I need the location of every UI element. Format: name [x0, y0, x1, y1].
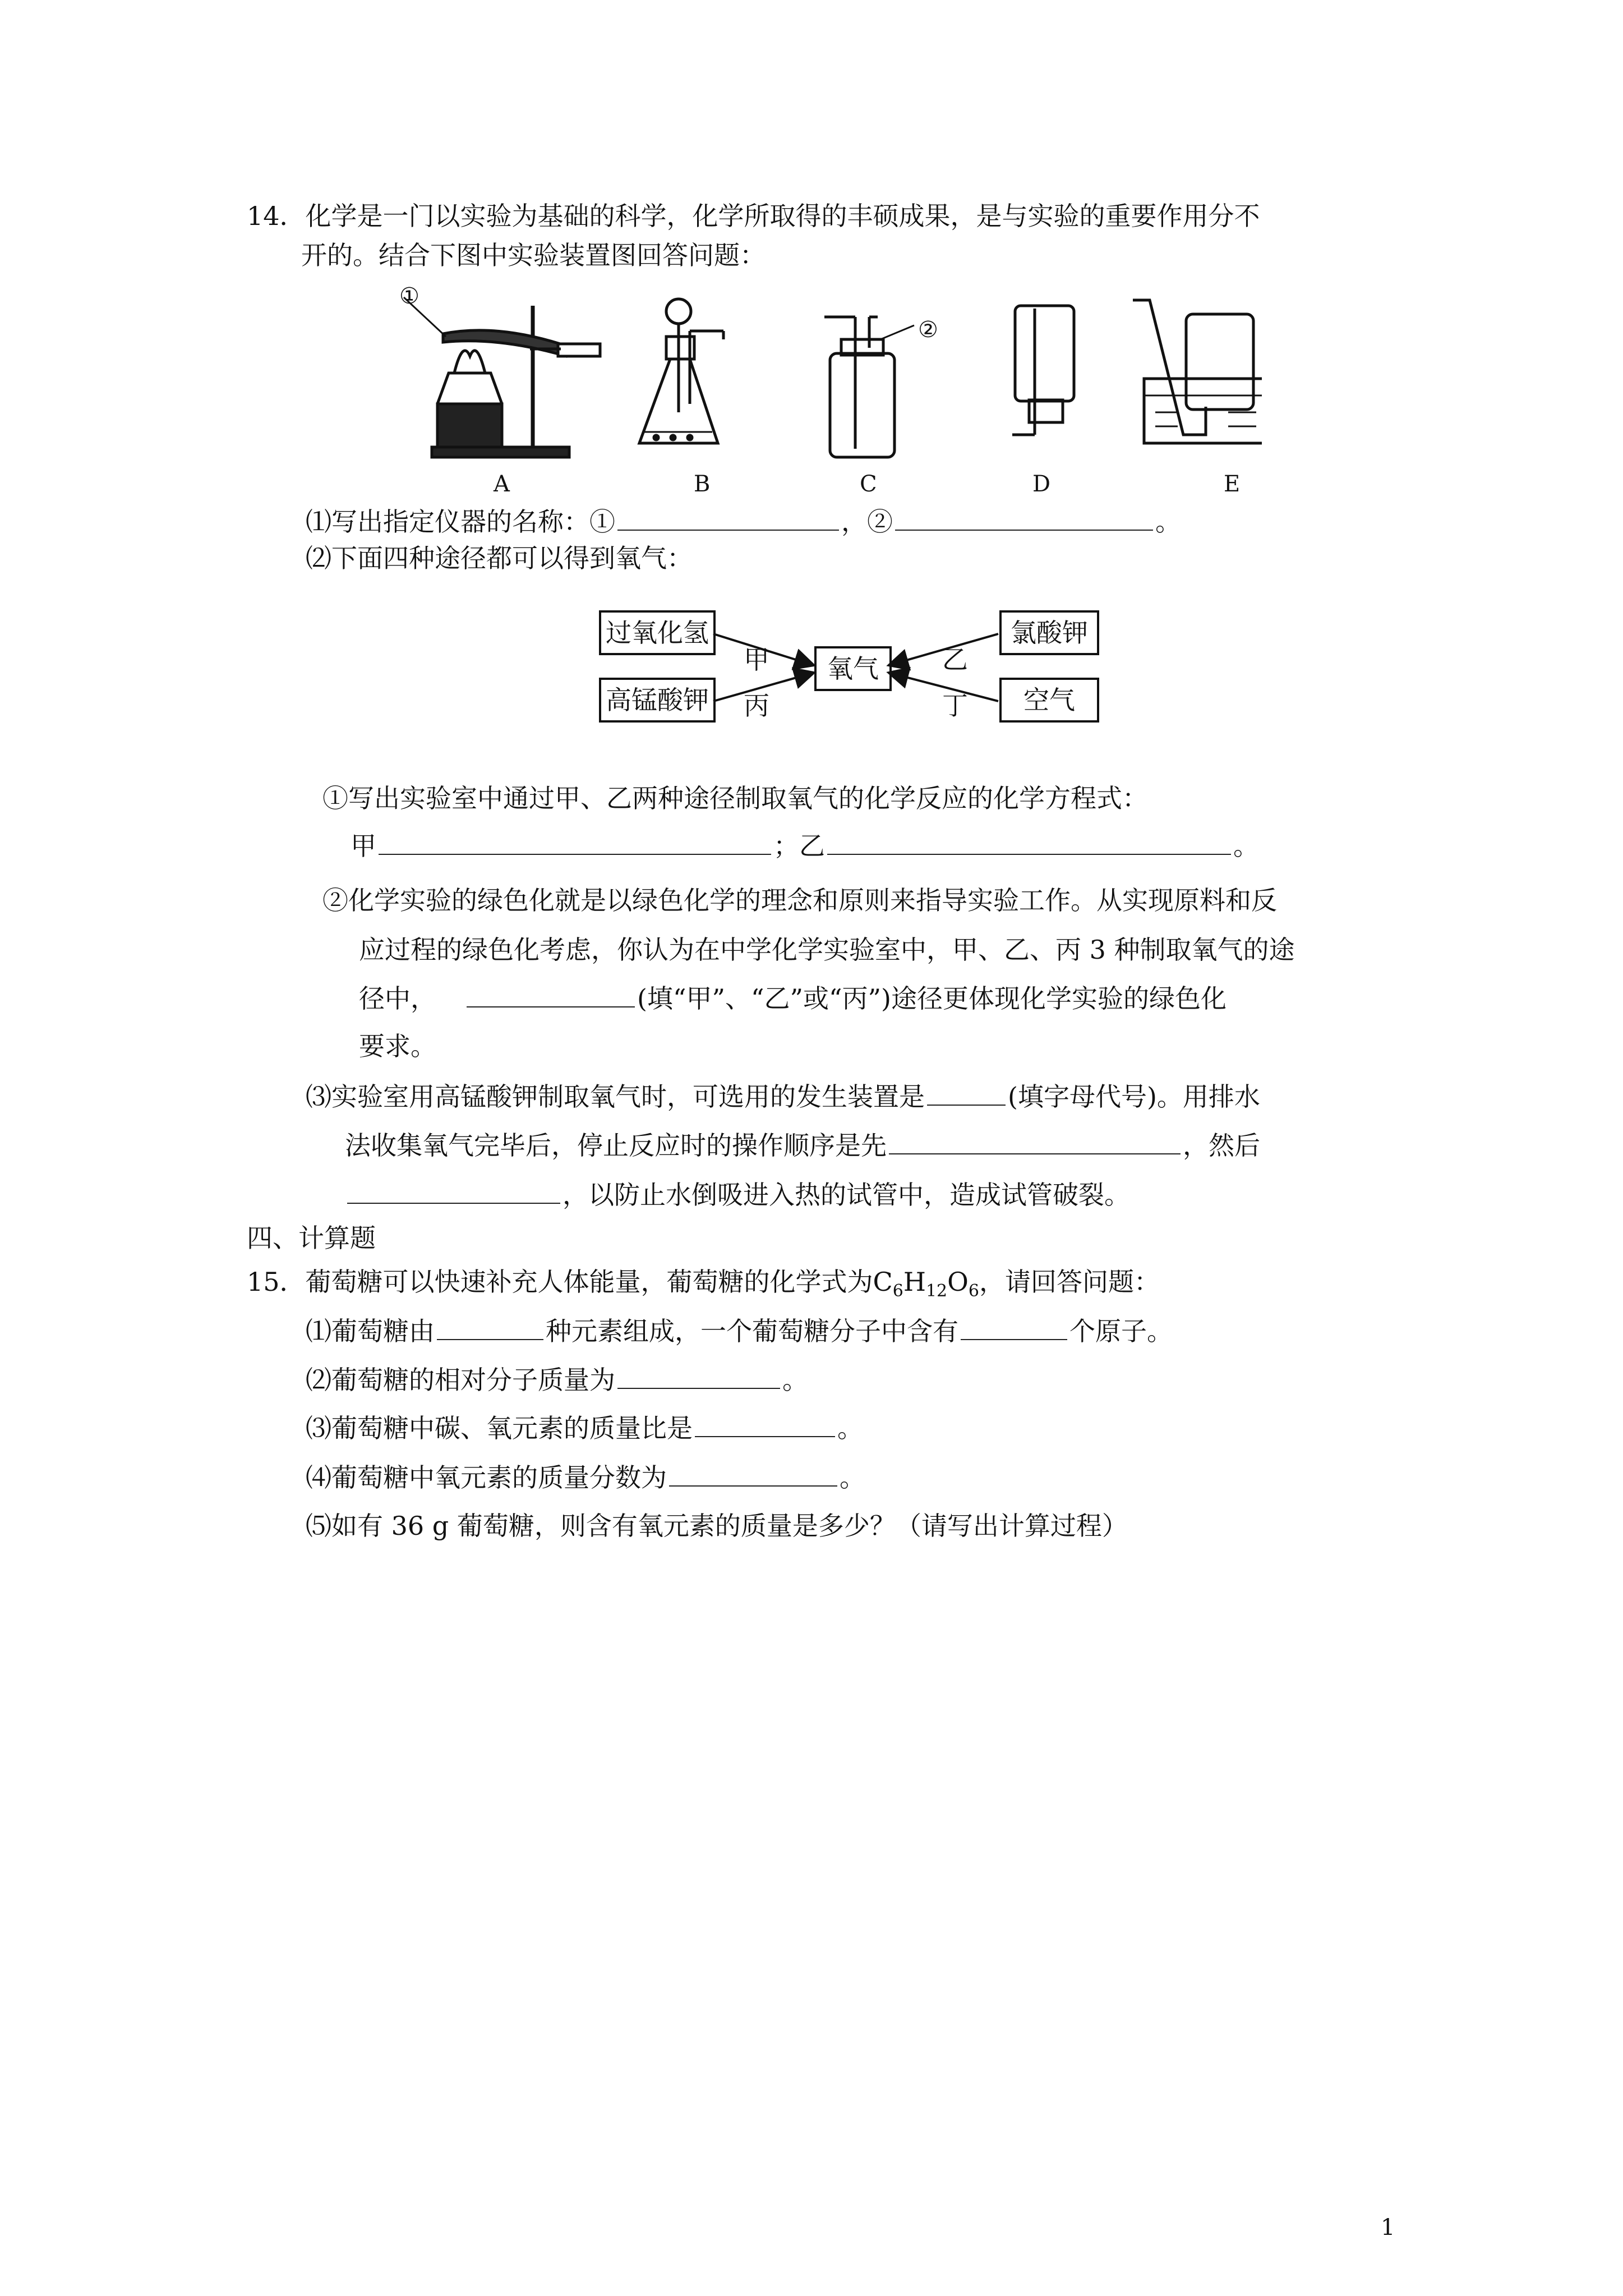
answer-blank-then[interactable]	[347, 1179, 560, 1204]
answer-blank-fraction[interactable]	[669, 1462, 837, 1487]
q15-part1: ⑴葡萄糖由 种元素组成，一个葡萄糖分子中含有 个原子。	[306, 1316, 1173, 1346]
route-bing: 丙	[744, 691, 769, 721]
box-air: 空气	[999, 678, 1099, 723]
q14-part2-2-line2: 应过程的绿色化考虑，你认为在中学化学实验室中，甲、乙、丙 3 种制取氧气的途	[359, 935, 1295, 965]
q15-part4: ⑷葡萄糖中氧元素的质量分数为 。	[306, 1462, 865, 1493]
route-ding: 丁	[942, 691, 968, 721]
q14-part2-2-line4: 要求。	[359, 1031, 436, 1061]
box-kclo3: 氯酸钾	[999, 610, 1099, 655]
label-d: D	[1032, 471, 1051, 497]
q15-intro: 15．葡萄糖可以快速补充人体能量，葡萄糖的化学式为$C_6H_{12}O_6$，请回答问题：	[247, 1267, 1160, 1301]
section-4-title: 四、计算题	[247, 1223, 376, 1253]
answer-blank-jia[interactable]	[379, 830, 771, 855]
q15-part2: ⑵葡萄糖的相对分子质量为 。	[306, 1365, 808, 1395]
apparatus-d	[1012, 306, 1074, 435]
glucose-formula: $C_6H_{12}O_6$	[873, 1267, 979, 1301]
apparatus-c	[824, 317, 914, 457]
label-e: E	[1224, 471, 1241, 497]
label-a: A	[494, 471, 510, 497]
box-kmno4: 高锰酸钾	[599, 678, 716, 723]
q14-part2-1: ①写出实验室中通过甲、乙两种途径制取氧气的化学反应的化学方程式：	[322, 783, 1148, 813]
answer-blank-atoms[interactable]	[961, 1315, 1067, 1340]
q14-part3-line1: ⑶实验室用高锰酸钾制取氧气时，可选用的发生装置是 (填字母代号)。用排水	[306, 1082, 1260, 1112]
q14-line1: 14．化学是一门以实验为基础的科学，化学所取得的丰硕成果，是与实验的重要作用分不	[247, 201, 1260, 231]
q14-part3-line2: 法收集氧气完毕后，停止反应时的操作顺序是先 ，然后	[345, 1130, 1260, 1161]
box-h2o2: 过氧化氢	[599, 610, 716, 655]
label-c: C	[860, 471, 877, 497]
q15-part5: ⑸如有 36 g 葡萄糖，则含有氧元素的质量是多少？（请写出计算过程）	[306, 1511, 1128, 1541]
answer-blank-2[interactable]	[895, 506, 1153, 531]
page-number: 1	[1381, 2215, 1395, 2240]
apparatus-b	[639, 299, 723, 443]
box-o2: 氧气	[814, 646, 892, 691]
label-b: B	[694, 471, 711, 497]
q14-part2-2-line1: ②化学实验的绿色化就是以绿色化学的理念和原则来指导实验工作。从实现原料和反	[322, 885, 1277, 915]
marker-1: ①	[399, 283, 419, 309]
answer-blank-green[interactable]	[467, 983, 635, 1007]
answer-blank-elements[interactable]	[437, 1315, 543, 1340]
apparatus-e	[1133, 300, 1262, 443]
apparatus-figure	[387, 283, 1262, 468]
marker-2: ②	[918, 317, 938, 343]
answer-blank-first[interactable]	[889, 1130, 1181, 1154]
apparatus-a	[404, 297, 600, 457]
q14-part3-line3: ，以防止水倒吸进入热的试管中，造成试管破裂。	[345, 1178, 1130, 1212]
q14-part2-1-answer: 甲 ；乙 。	[351, 831, 1259, 861]
route-yi: 乙	[942, 645, 968, 675]
q14-part2: ⑵下面四种途径都可以得到氧气：	[306, 543, 693, 573]
answer-blank-1[interactable]	[617, 506, 839, 531]
q14-line2: 开的。结合下图中实验装置图回答问题：	[301, 240, 766, 270]
answer-blank-molar-mass[interactable]	[617, 1364, 780, 1389]
q14-part2-2-line3: 径中， (填“甲”、“乙”或“丙”)途径更体现化学实验的绿色化	[359, 983, 1227, 1014]
q14-part1: ⑴写出指定仪器的名称：① ，② 。	[306, 507, 1181, 537]
answer-blank-device[interactable]	[927, 1081, 1006, 1106]
answer-blank-ratio[interactable]	[695, 1412, 835, 1437]
route-jia: 甲	[744, 645, 769, 675]
q15-part3: ⑶葡萄糖中碳、氧元素的质量比是 。	[306, 1413, 863, 1443]
answer-blank-yi[interactable]	[827, 830, 1231, 855]
